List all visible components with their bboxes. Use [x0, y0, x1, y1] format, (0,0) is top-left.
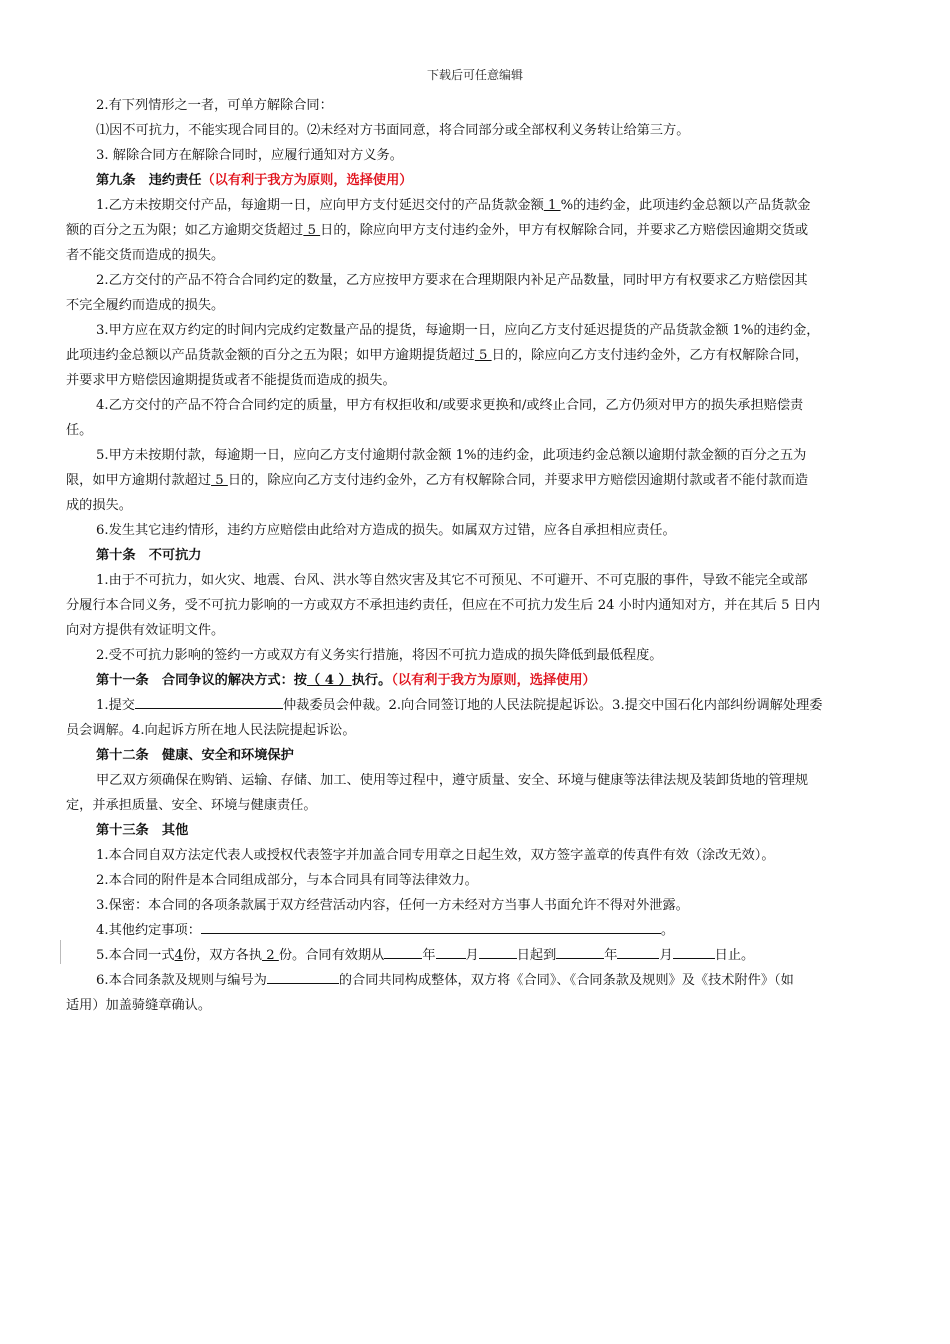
clause-line: ⑴因不可抗力，不能实现合同目的。⑵未经对方书面同意，将合同部分或全部权利义务转让给第三方。: [96, 123, 690, 138]
section-11-heading: 第十一条 合同争议的解决方式：按（ 4 ）执行。（以有利于我方为原则，选择使用）: [96, 673, 596, 688]
clause-line: 3.甲方应在双方约定的时间内完成约定数量产品的提货，每逾期一日，应向乙方支付延迟提货的产品货款金额 1%的违约金，: [96, 323, 820, 338]
clause-line: 定，并承担质量、安全、环境与健康责任。: [66, 798, 317, 813]
filled-value: （ 4 ）: [307, 673, 352, 688]
filled-value: 5: [211, 473, 228, 488]
blank-field[interactable]: [267, 969, 339, 984]
section-9-heading: [96, 168, 886, 193]
clause-line: 分履行本合同义务，受不可抗力影响的一方或双方不承担违约责任，但应在不可抗力发生后 24 小时内通知对方，并在其后 5 日内: [66, 598, 821, 613]
contract-body: [66, 93, 886, 1018]
clause-line: 员会调解。4.向起诉方所在地人民法院提起诉讼。: [66, 723, 356, 738]
clause-line: 1.提交 仲裁委员会仲裁。2.向合同签订地的人民法院提起诉讼。3.提交中国石化内部纠纷调解处理委: [96, 693, 886, 718]
section-13-heading: 第十三条 其他: [96, 823, 189, 838]
section-10-heading: 第十条 不可抗力: [96, 548, 202, 563]
clause-line: 5.本合同一式4份，双方各执 2 份。合同有效期从 年 月 日起到 年 月 日止。: [96, 943, 886, 968]
clause-line: 5.甲方未按期付款，每逾期一日，应向乙方支付逾期付款金额 1%的违约金，此项违约金总额以逾期付款金额的百分之五为: [96, 448, 807, 463]
blank-field[interactable]: [135, 694, 283, 709]
clause-line: 限，如甲方逾期付款超过 5 日的，除应向乙方支付违约金外，乙方有权解除合同，并要求甲方赔偿因逾期付款或者不能付款而造: [66, 473, 809, 488]
blank-field[interactable]: [617, 944, 659, 959]
blank-field[interactable]: [556, 944, 604, 959]
blank-field[interactable]: [479, 944, 517, 959]
clause-line: 适用）加盖骑缝章确认。: [66, 998, 212, 1013]
filled-value: 5: [474, 348, 492, 363]
clause-line: 2.本合同的附件是本合同组成部分，与本合同具有同等法律效力。: [96, 873, 478, 888]
section-note: （以有利于我方为原则，选择使用）: [391, 673, 596, 688]
clause-line: 1.由于不可抗力，如火灾、地震、台风、洪水等自然灾害及其它不可预见、不可避开、不可克服的事件，导致不能完全或部: [96, 573, 808, 588]
clause-line: 2.受不可抗力影响的签约一方或双方有义务实行措施，将因不可抗力造成的损失降低到最低程度。: [96, 648, 663, 663]
clause-line: 3.保密：本合同的各项条款属于双方经营活动内容，任何一方未经对方当事人书面允许不得对外泄露。: [96, 898, 689, 913]
blank-field[interactable]: [201, 919, 661, 934]
filled-value: 1: [543, 198, 561, 213]
clause-line: 任。: [66, 423, 93, 438]
section-note: （以有利于我方为原则，选择使用）: [201, 173, 413, 188]
clause-line: 4.乙方交付的产品不符合合同约定的质量，甲方有权拒收和/或要求更换和/或终止合同，乙方仍须对甲方的损失承担赔偿责: [96, 398, 804, 413]
clause-line: 1.乙方未按期交付产品，每逾期一日，应向甲方支付延迟交付的产品货款金额 1 %的违约金，此项违约金总额以产品货款金: [96, 198, 811, 213]
blank-field[interactable]: [384, 944, 422, 959]
clause-line: 甲乙双方须确保在购销、运输、存储、加工、使用等过程中，遵守质量、安全、环境与健康等法律法规及装卸货地的管理规: [96, 773, 809, 788]
clause-line: 1.本合同自双方法定代表人或授权代表签字并加盖合同专用章之日起生效，双方签字盖章的传真件有效（涂改无效）。: [96, 848, 775, 863]
clause-line: 2.有下列情形之一者，可单方解除合同：: [96, 98, 333, 113]
clause-line: 6.发生其它违约情形，违约方应赔偿由此给对方造成的损失。如属双方过错，应各自承担相应责任。: [96, 523, 676, 538]
page-header: 下载后可任意编辑: [426, 68, 523, 82]
filled-value: 4: [174, 948, 183, 963]
clause-line: 者不能交货而造成的损失。: [66, 248, 225, 263]
clause-line: 成的损失。: [66, 498, 132, 513]
clause-line: 此项违约金总额以产品货款金额的百分之五为限；如甲方逾期提货超过 5 日的，除应向乙方支付违约金外，乙方有权解除合同，: [66, 348, 809, 363]
clause-line: 3. 解除合同方在解除合同时，应履行通知对方义务。: [96, 148, 403, 163]
blank-field[interactable]: [673, 944, 715, 959]
margin-marker: [60, 940, 61, 964]
filled-value: 5: [303, 223, 321, 238]
filled-value: 2: [262, 948, 279, 963]
blank-field[interactable]: [436, 944, 466, 959]
clause-line: 6.本合同条款及规则与编号为 的合同共同构成整体，双方将《合同》、《合同条款及规则》及《技术附件》（如: [96, 968, 886, 993]
clause-line: 不完全履约而造成的损失。: [66, 298, 225, 313]
clause-line: 并要求甲方赔偿因逾期提货或者不能提货而造成的损失。: [66, 373, 396, 388]
clause-line: 向对方提供有效证明文件。: [66, 623, 225, 638]
clause-line: 2.乙方交付的产品不符合合同约定的数量，乙方应按甲方要求在合理期限内补足产品数量，同时甲方有权要求乙方赔偿因其: [96, 273, 808, 288]
clause-line: 额的百分之五为限；如乙方逾期交货超过 5 日的，除应向甲方支付违约金外，甲方有权解除合同，并要求乙方赔偿因逾期交货或: [66, 223, 809, 238]
clause-line: 4.其他约定事项： 。: [96, 918, 886, 943]
section-title: 第九条 违约责任: [96, 173, 202, 188]
section-12-heading: 第十二条 健康、安全和环境保护: [96, 748, 294, 763]
